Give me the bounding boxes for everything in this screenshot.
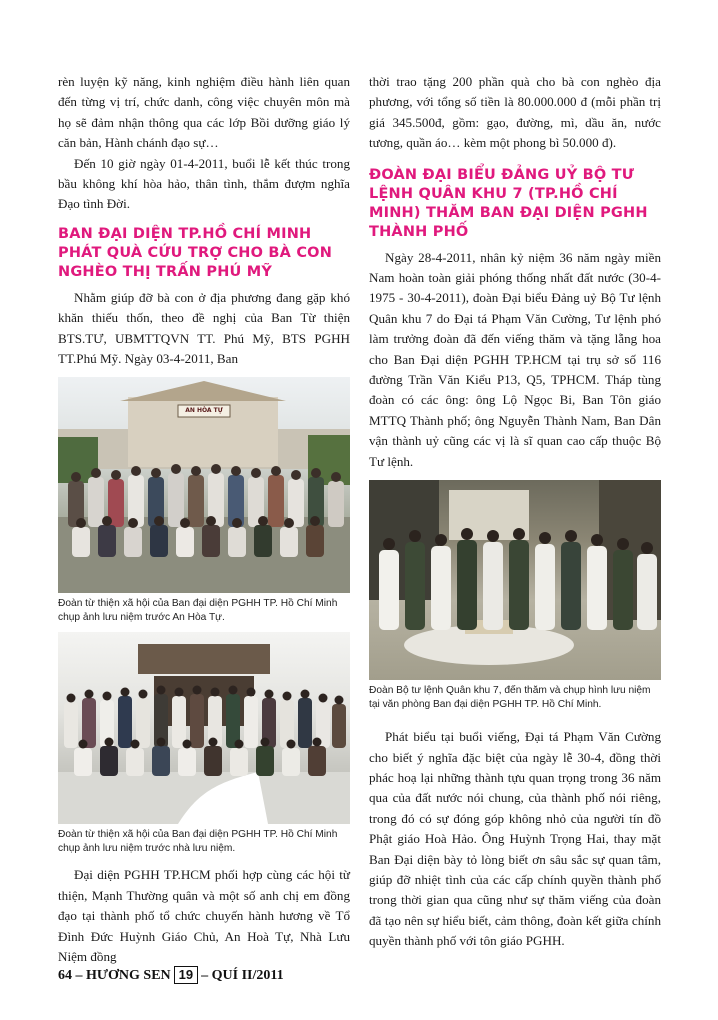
page-footer xyxy=(58,966,284,984)
left-paragraph-1: rèn luyện kỹ năng, kinh nghiệm điều hành liên quan đến từng vị trí, chức danh, công việc chuyên môn mà họ sẽ đảm nhận thông qua các lớp Bồi dưỡng giáo lý căn bản, Hành chánh đạo sự… xyxy=(58,74,350,151)
footer-period: – QUÍ II/2011 xyxy=(201,968,284,983)
section-heading-military-visit: ĐOÀN ĐẠI BIỂU ĐẢNG UỶ BỘ TƯ LỆNH QUÂN KHU 7 (TP.HỒ CHÍ MINH) THĂM BAN ĐẠI DIỆN PGHH THÀNH PHỐ xyxy=(369,166,648,240)
caption-photo-1: Đoàn từ thiện xã hội của Ban đại diện PGHH TP. Hồ Chí Minh chụp ảnh lưu niệm trước An Hòa Tự. xyxy=(58,598,338,623)
photo-military-visit xyxy=(369,480,661,680)
left-paragraph-3: Nhằm giúp đỡ bà con ở địa phương đang gặp khó khăn thiếu thốn, theo đề nghị của Ban Từ thiện BTS.TƯ, UBMTTQVN TT. Phú Mỹ, BTS PGHH TT.Phú Mỹ. Ngày 03-4-2011, Ban xyxy=(58,289,350,367)
photo-nha-luu-niem-illustration xyxy=(58,632,350,824)
right-paragraph-2: Ngày 28-4-2011, nhân kỷ niệm 36 năm ngày miền Nam hoàn toàn giải phóng thống nhất đất nước (30-4-1975 - 30-4-2011), đoàn Đại biểu Đảng uỷ Bộ Tư lệnh Quân khu 7 do Đại tá Phạm Văn Cường, Tư lệnh phó làm trưởng đoàn đã đến viếng thăm và tặng lẵng hoa cho Ban Đại diện PGHH TP.HCM tại trụ sở số 116 đường Trần Văn Kiểu P13, Q5, TPHCM. Tháp tùng đoàn có các ông: ông Lộ Ngọc Bi, Ban Tôn giáo MTTQ Thành phố; ông Nguyễn Thành Nam, Ban Dân vận thành uỷ cũng các vị là sĩ quan cao cấp thuộc Bộ Tư lệnh. xyxy=(369,249,661,469)
right-paragraph-1: thời trao tặng 200 phần quà cho bà con nghèo địa phương, với tổng số tiền là 80.000.000 đ (mỗi phần trị giá 345.500đ, gồm: gạo, đường, mì, dầu ăn, nước tương, quần áo… kèm một phong bì 50.000 đ). xyxy=(369,74,661,151)
caption-photo-3: Đoàn Bộ tư lệnh Quân khu 7, đến thăm và chụp hình lưu niệm tại văn phòng Ban đại diện PGHH TP. Hồ Chí Minh. xyxy=(369,685,651,710)
footer-issue-number: 19 xyxy=(174,966,198,984)
left-paragraph-2: Đến 10 giờ ngày 01-4-2011, buổi lễ kết thúc trong bầu không khí hòa hảo, thân tình, thắm đượm nghĩa Đạo tình Đời. xyxy=(58,155,350,212)
footer-page-label: 64 – HƯƠNG SEN xyxy=(58,968,171,983)
photo-sign-an-hoa-tu: AN HÒA TỰ xyxy=(185,407,223,415)
photo-nha-luu-niem xyxy=(58,632,350,824)
left-column xyxy=(58,72,350,968)
right-column xyxy=(369,72,661,952)
right-paragraph-3: Phát biểu tại buổi viếng, Đại tá Phạm Văn Cường cho biết ý nghĩa đặc biệt của ngày lễ 30-4, đồng thời phác hoạ lại những thành tựu quan trọng trong 36 năm qua của đất nước nói chung, của thành phố nói riêng, trong đó có sự đóng góp không nhỏ của người tín đồ Phật giáo Hoà Hảo. Ông Huỳnh Trọng Hai, thay mặt Ban Đại diện bày tỏ lòng biết ơn sâu sắc sự quan tâm, giúp đỡ nhiệt tình của các cấp chính quyền thành phố trong thời gian qua cũng như sự thăm viếng của đoàn đã tạo nên sự hiểu biết, cảm thông, đoàn kết giữa chính quyền thành phố với tôn giáo PGHH. xyxy=(369,729,661,949)
photo-an-hoa-tu xyxy=(58,377,350,593)
caption-photo-2: Đoàn từ thiện xã hội của Ban đại diện PGHH TP. Hồ Chí Minh chụp ảnh lưu niệm trước nhà lưu niệm. xyxy=(58,829,338,854)
photo-military-visit-illustration xyxy=(369,480,661,680)
left-paragraph-4: Đại diện PGHH TP.HCM phối hợp cùng các hội từ thiện, Mạnh Thường quân và một số anh chị em đồng đạo tại thành phố tổ chức chuyến hành hương về Tổ Đình Đức Huỳnh Giáo Chủ, An Hoà Tự, Nhà Lưu Niệm đồng xyxy=(58,867,350,965)
section-heading-relief: BAN ĐẠI DIỆN TP.HỒ CHÍ MINH PHÁT QUÀ CỨU TRỢ CHO BÀ CON NGHÈO THỊ TRẤN PHÚ MỸ xyxy=(58,225,333,280)
